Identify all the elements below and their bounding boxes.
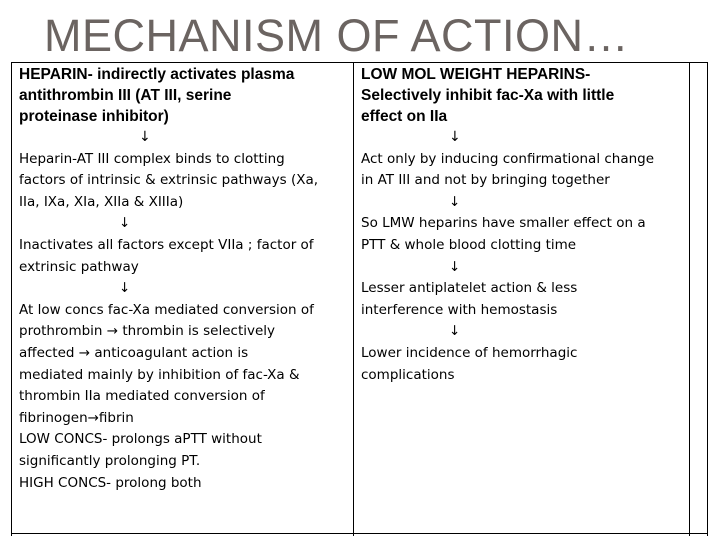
table-top-border	[11, 62, 708, 63]
text-line: mediated mainly by inhibition of fac-Xa &	[19, 366, 300, 383]
heading-line: antithrombin III (AT III, serine	[19, 87, 232, 104]
text-line: thrombin IIa mediated conversion of	[19, 388, 265, 405]
text-line: Act only by inducing confirmational change	[361, 150, 655, 167]
down-arrow-icon: ↓	[449, 193, 461, 210]
heparin-heading	[19, 64, 349, 127]
down-arrow-icon: ↓	[449, 129, 461, 145]
lmw-heparin-column	[361, 64, 687, 386]
text-line: Inactivates all factors except VIIa ; factor of	[19, 236, 314, 253]
down-arrow-icon: ↓	[119, 280, 131, 297]
heparin-body	[19, 149, 349, 495]
table-right-border-1	[689, 62, 690, 536]
text-line: fibrinogen→fibrin	[19, 409, 134, 426]
text-line: PTT & whole blood clotting time	[361, 236, 577, 253]
text-line: Lesser antiplatelet action & less	[361, 280, 578, 297]
down-arrow-icon: ↓	[139, 129, 151, 145]
text-line: significantly prolonging PT.	[19, 452, 201, 469]
down-arrow-icon: ↓	[119, 215, 131, 232]
heading-line: LOW MOL WEIGHT HEPARINS-	[361, 66, 591, 83]
text-line: complications	[361, 366, 455, 383]
table-middle-border	[353, 62, 354, 536]
heparin-column	[19, 64, 349, 494]
text-line: affected → anticoagulant action is	[19, 344, 249, 361]
text-line: HIGH CONCS- prolong both	[19, 474, 202, 491]
heading-line: Selectively inhibit fac-Xa with little	[361, 87, 615, 104]
text-line: factors of intrinsic & extrinsic pathways (Xa,	[19, 172, 319, 189]
lmw-heading	[361, 64, 687, 127]
text-line: At low concs fac-Xa mediated conversion of	[19, 301, 314, 318]
text-line: in AT III and not by bringing together	[361, 172, 610, 189]
table-right-border-2	[707, 62, 708, 536]
lmw-body	[361, 149, 687, 387]
text-line: LOW CONCS- prolongs aPTT without	[19, 431, 262, 448]
heading-line: HEPARIN- indirectly activates plasma	[19, 66, 295, 83]
table-left-border	[11, 62, 12, 536]
text-line: interference with hemostasis	[361, 301, 558, 318]
heading-line: proteinase inhibitor)	[19, 108, 169, 125]
text-line: Heparin-AT III complex binds to clotting	[19, 150, 285, 167]
heading-line: effect on IIa	[361, 108, 448, 125]
text-line: prothrombin → thrombin is selectively	[19, 323, 276, 340]
text-line: So LMW heparins have smaller effect on a	[361, 215, 646, 232]
text-line: extrinsic pathway	[19, 258, 139, 275]
down-arrow-icon: ↓	[449, 258, 461, 275]
slide-title: MECHANISM OF ACTION…	[44, 10, 630, 61]
table-bottom-border	[11, 533, 708, 534]
text-line: Lower incidence of hemorrhagic	[361, 344, 578, 361]
text-line: IIa, IXa, XIa, XIIa & XIIIa)	[19, 193, 184, 210]
down-arrow-icon: ↓	[449, 323, 461, 340]
